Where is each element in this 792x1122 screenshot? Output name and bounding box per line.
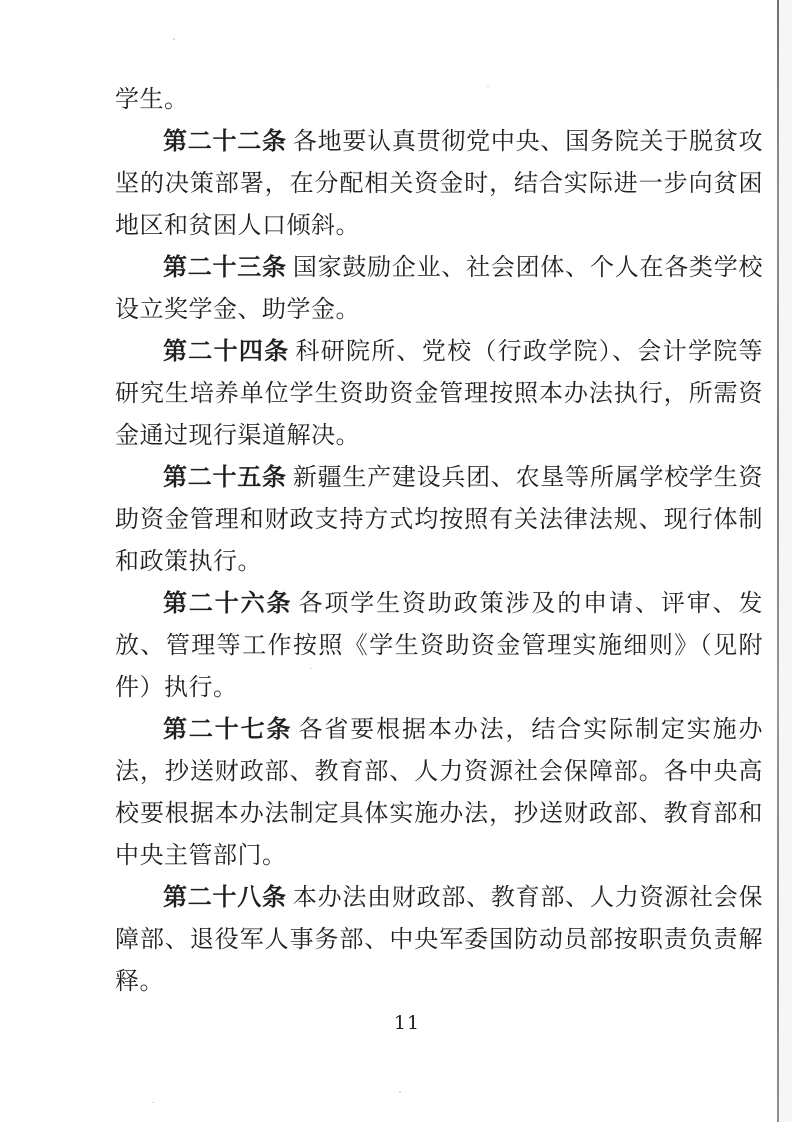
scan-edge-margin: [779, 0, 792, 1122]
article-paragraph: [115, 708, 763, 876]
article-number: 第二十二条: [163, 126, 287, 155]
scan-speck: [152, 1102, 154, 1103]
article-text: 各项学生资助政策涉及的申请、评审、发放、管理等工作按照《学生资助资金管理实施细则》（见附件）执行。: [115, 589, 764, 701]
page-number: 11: [393, 1012, 421, 1034]
article-paragraph: [115, 246, 763, 330]
article-text: 本办法由财政部、教育部、人力资源社会保障部、退役军人事务部、中央军委国防动员部按职责负责解释。: [115, 883, 764, 995]
article-paragraph: [115, 876, 763, 1002]
article-number: 第二十三条: [163, 252, 287, 281]
article-paragraph: [115, 120, 763, 246]
scan-speck: [487, 86, 489, 87]
article-text: 新疆生产建设兵团、农垦等所属学校学生资助资金管理和财政支持方式均按照有关法律法规、现行体制和政策执行。: [115, 463, 764, 575]
document-body: [115, 78, 763, 1002]
article-number: 第二十六条: [163, 588, 293, 617]
article-text: 各省要根据本办法，结合实际制定实施办法，抄送财政部、教育部、人力资源社会保障部。各中央高校要根据本办法制定具体实施办法，抄送财政部、教育部和中央主管部门。: [115, 715, 764, 869]
article-text: 科研院所、党校（行政学院）、会计学院等研究生培养单位学生资助资金管理按照本办法执行，所需资金通过现行渠道解决。: [115, 337, 764, 449]
article-paragraph: [115, 582, 763, 708]
article-number: 第二十八条: [163, 882, 287, 911]
article-paragraph: [115, 330, 763, 456]
article-text: 国家鼓励企业、社会团体、个人在各类学校设立奖学金、助学金。: [115, 253, 764, 323]
article-number: 第二十七条: [163, 714, 293, 743]
article-text: 各地要认真贯彻党中央、国务院关于脱贫攻坚的决策部署，在分配相关资金时，结合实际进一步向贫困地区和贫困人口倾斜。: [115, 127, 764, 239]
article-number: 第二十四条: [163, 336, 290, 365]
scan-speck: [173, 38, 175, 40]
article-number: 第二十五条: [163, 462, 287, 491]
scan-speck: [399, 1091, 401, 1093]
article-paragraph: [115, 456, 763, 582]
continuation-paragraph: 学生。: [115, 85, 189, 113]
scan-speck: [310, 668, 312, 669]
